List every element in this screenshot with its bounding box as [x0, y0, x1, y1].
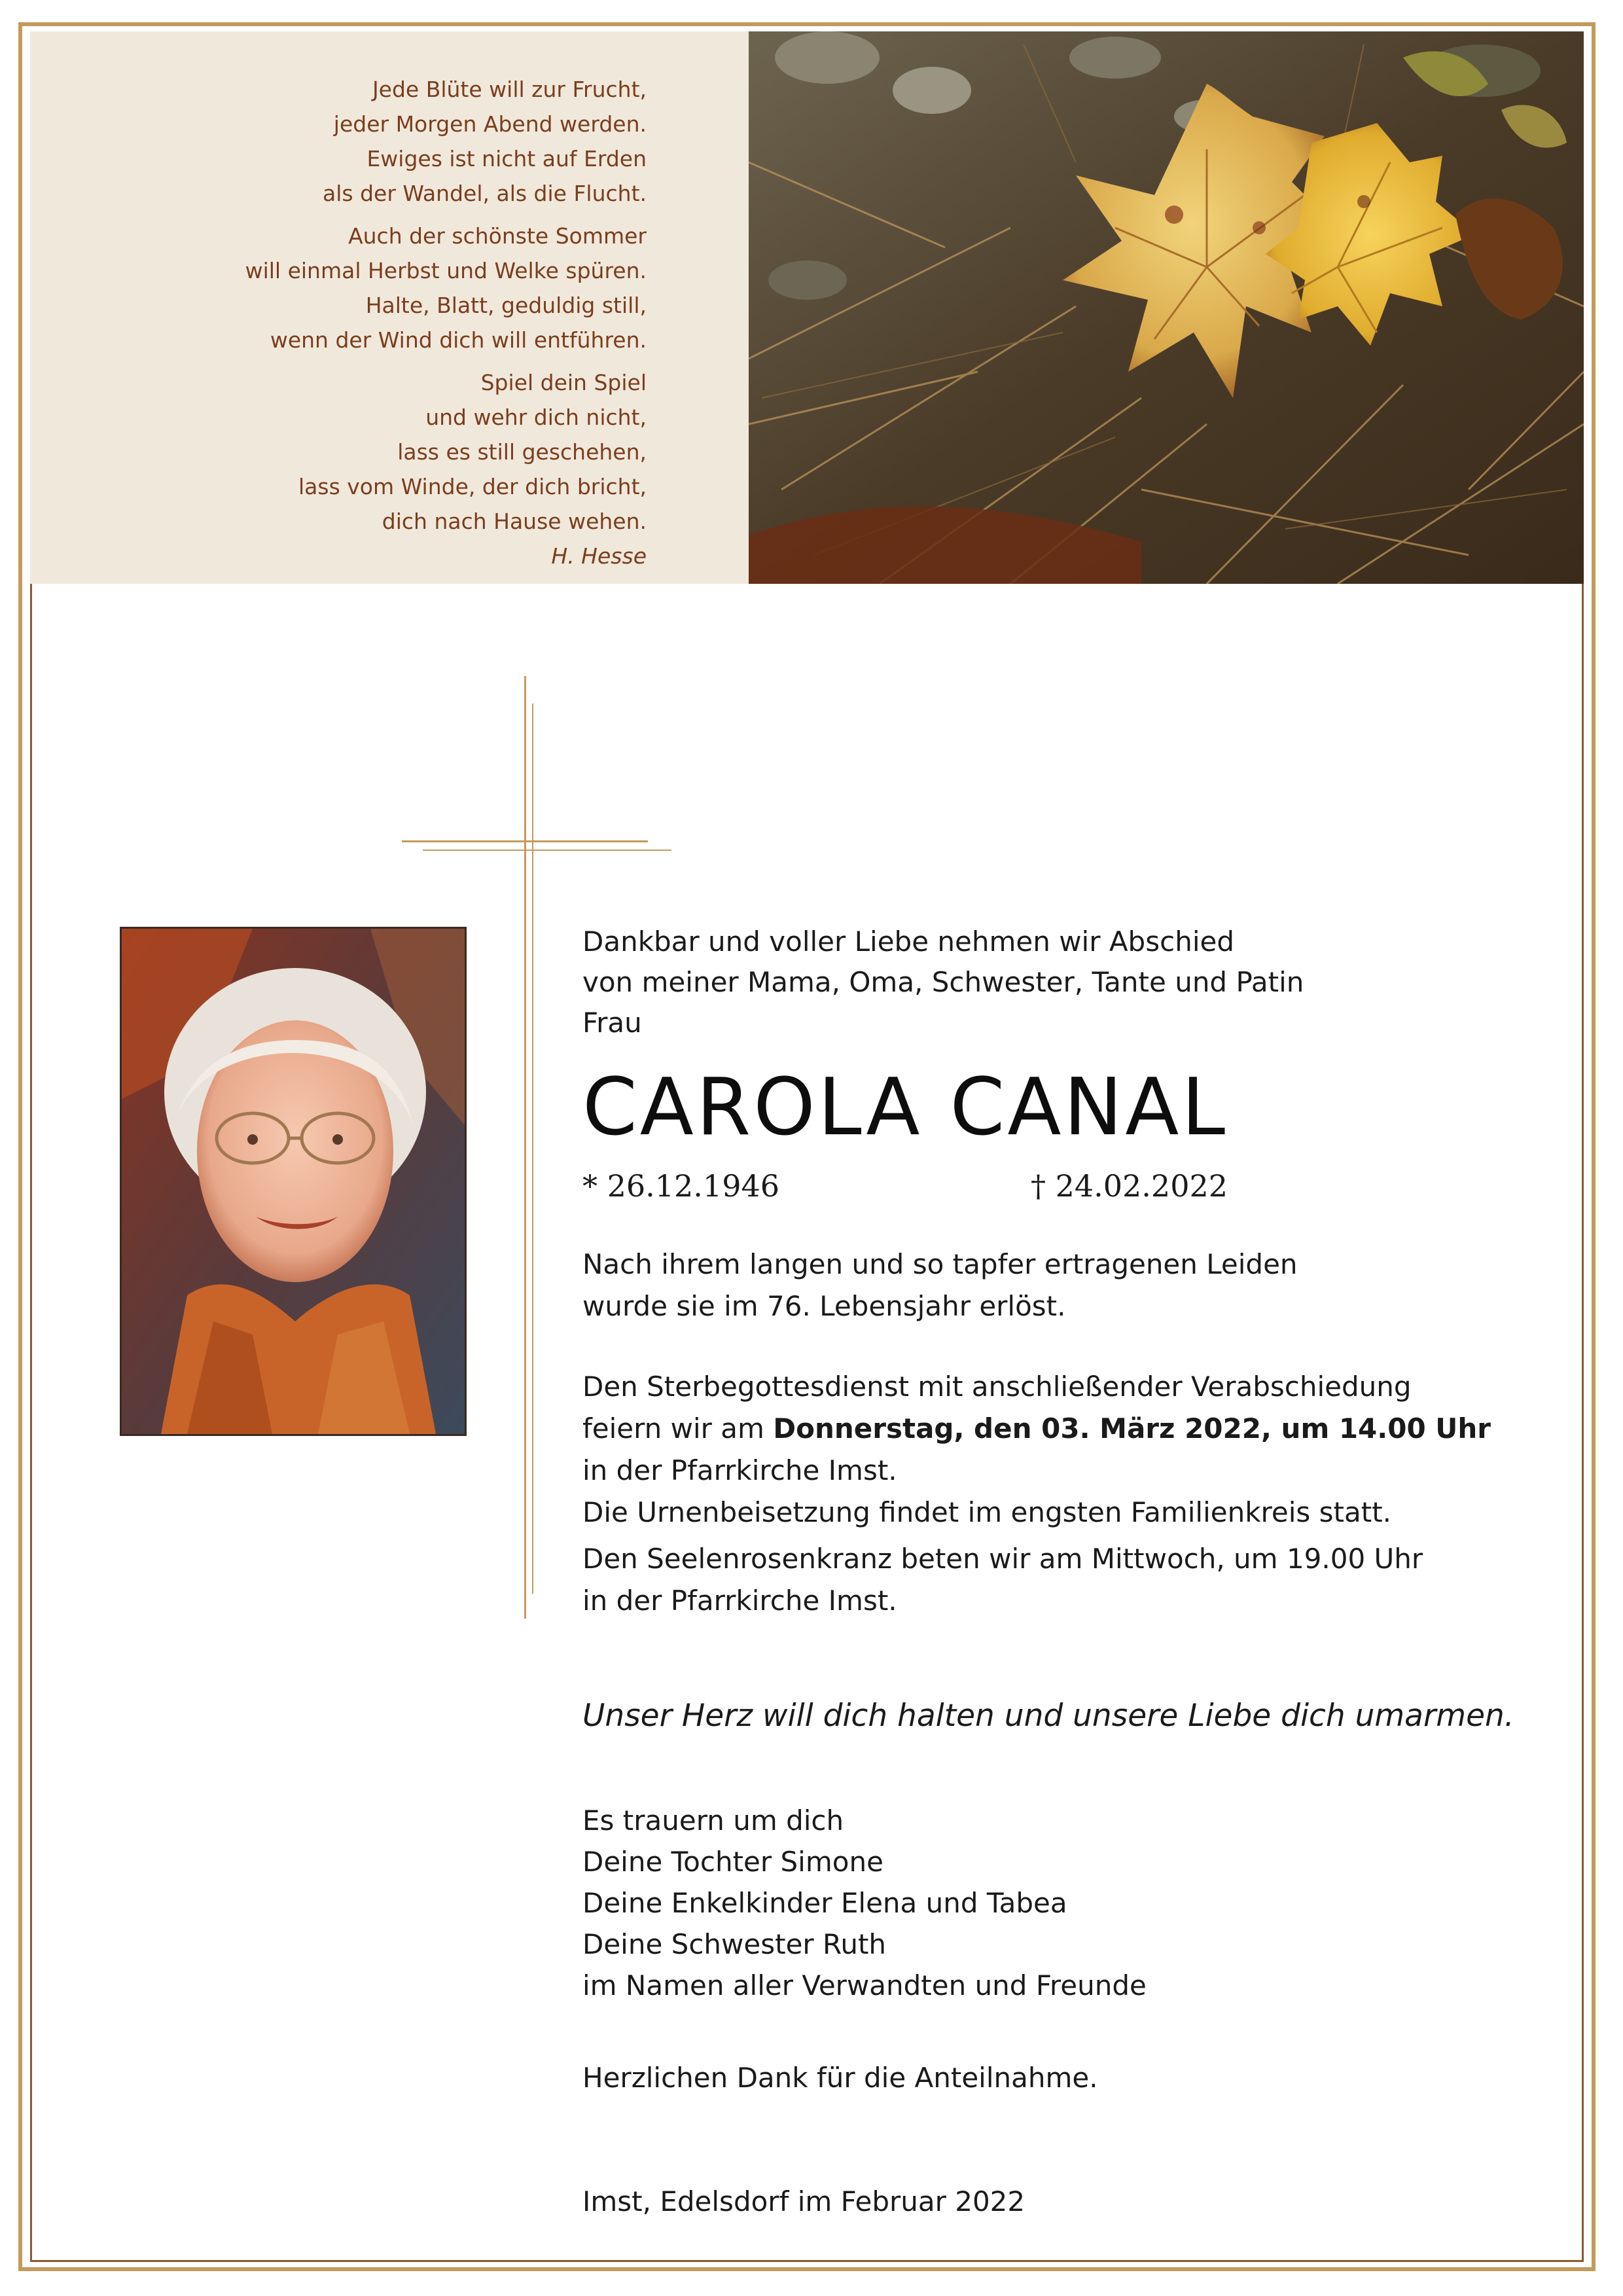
poem-line: dich nach Hause wehen.	[382, 509, 647, 534]
service-line: Den Sterbegottesdienst mit anschließender Verabschiedung	[582, 1371, 1412, 1403]
service-line: Die Urnenbeisetzung findet im engsten Familienkreis statt.	[582, 1496, 1392, 1528]
poem-line: lass vom Winde, der dich bricht,	[298, 474, 647, 499]
thanks-text: Herzlichen Dank für die Anteilnahme.	[582, 2062, 1098, 2094]
birth-date: * 26.12.1946	[582, 1168, 779, 1204]
service-line: in der Pfarrkirche Imst.	[582, 1454, 897, 1486]
intro-text	[582, 922, 1304, 1043]
life-dates	[582, 1166, 1228, 1206]
mourners-line: im Namen aller Verwandten und Freunde	[582, 1969, 1147, 2001]
service-text	[582, 1366, 1491, 1534]
intro-line: von meiner Mama, Oma, Schwester, Tante und Patin	[582, 966, 1304, 998]
service-date-prefix: feiern wir am	[582, 1412, 774, 1444]
death-date: † 24.02.2022	[1031, 1168, 1228, 1204]
cross-vertical-line	[524, 676, 526, 1619]
poem	[245, 72, 647, 581]
suffering-line: Nach ihrem langen und so tapfer ertragenen Leiden	[582, 1248, 1298, 1280]
rosary-line: in der Pfarrkirche Imst.	[582, 1585, 897, 1617]
poem-line: Halte, Blatt, geduldig still,	[365, 293, 647, 318]
poem-line: Jede Blüte will zur Frucht,	[372, 77, 647, 102]
autumn-leaves-photo	[749, 31, 1584, 584]
deceased-name: CAROLA CANAL	[582, 1062, 1228, 1153]
mourners-line: Deine Enkelkinder Elena und Tabea	[582, 1887, 1067, 1919]
poem-line: wenn der Wind dich will entführen.	[270, 327, 647, 353]
service-line-date	[582, 1408, 1491, 1450]
poem-line: lass es still geschehen,	[397, 439, 647, 465]
intro-line: Frau	[582, 1007, 642, 1039]
poem-line: Spiel dein Spiel	[480, 370, 647, 395]
mourners-line: Deine Tochter Simone	[582, 1846, 883, 1878]
cross-horizontal-line	[402, 840, 648, 842]
suffering-line: wurde sie im 76. Lebensjahr erlöst.	[582, 1290, 1066, 1322]
poem-stanza	[245, 219, 647, 357]
rosary-text	[582, 1538, 1423, 1622]
poem-stanza	[245, 365, 647, 573]
portrait-photo	[120, 927, 467, 1436]
poem-stanza	[245, 72, 647, 211]
suffering-text	[582, 1244, 1298, 1327]
cross-horizontal-line-secondary	[423, 850, 671, 851]
motto-text: Unser Herz will dich halten und unsere Liebe dich umarmen.	[582, 1698, 1514, 1734]
poem-line: Auch der schönste Sommer	[348, 223, 647, 249]
service-date-bold: Donnerstag, den 03. März 2022, um 14.00 Uhr	[773, 1412, 1491, 1444]
intro-line: Dankbar und voller Liebe nehmen wir Abschied	[582, 925, 1234, 958]
mourners-line: Deine Schwester Ruth	[582, 1928, 887, 1960]
poem-line: Ewiges ist nicht auf Erden	[366, 146, 647, 171]
poem-line: als der Wandel, als die Flucht.	[323, 181, 647, 206]
poem-line: will einmal Herbst und Welke spüren.	[245, 258, 647, 283]
mourners-list	[582, 1800, 1147, 2006]
poem-author: H. Hesse	[551, 543, 647, 569]
poem-line: und wehr dich nicht,	[425, 404, 647, 430]
rosary-line: Den Seelenrosenkranz beten wir am Mittwoch, um 19.00 Uhr	[582, 1543, 1423, 1575]
place-date: Imst, Edelsdorf im Februar 2022	[582, 2185, 1026, 2217]
cross-vertical-line-secondary	[532, 704, 533, 1594]
poem-line: jeder Morgen Abend werden.	[333, 111, 647, 137]
mourners-line: Es trauern um dich	[582, 1804, 844, 1837]
